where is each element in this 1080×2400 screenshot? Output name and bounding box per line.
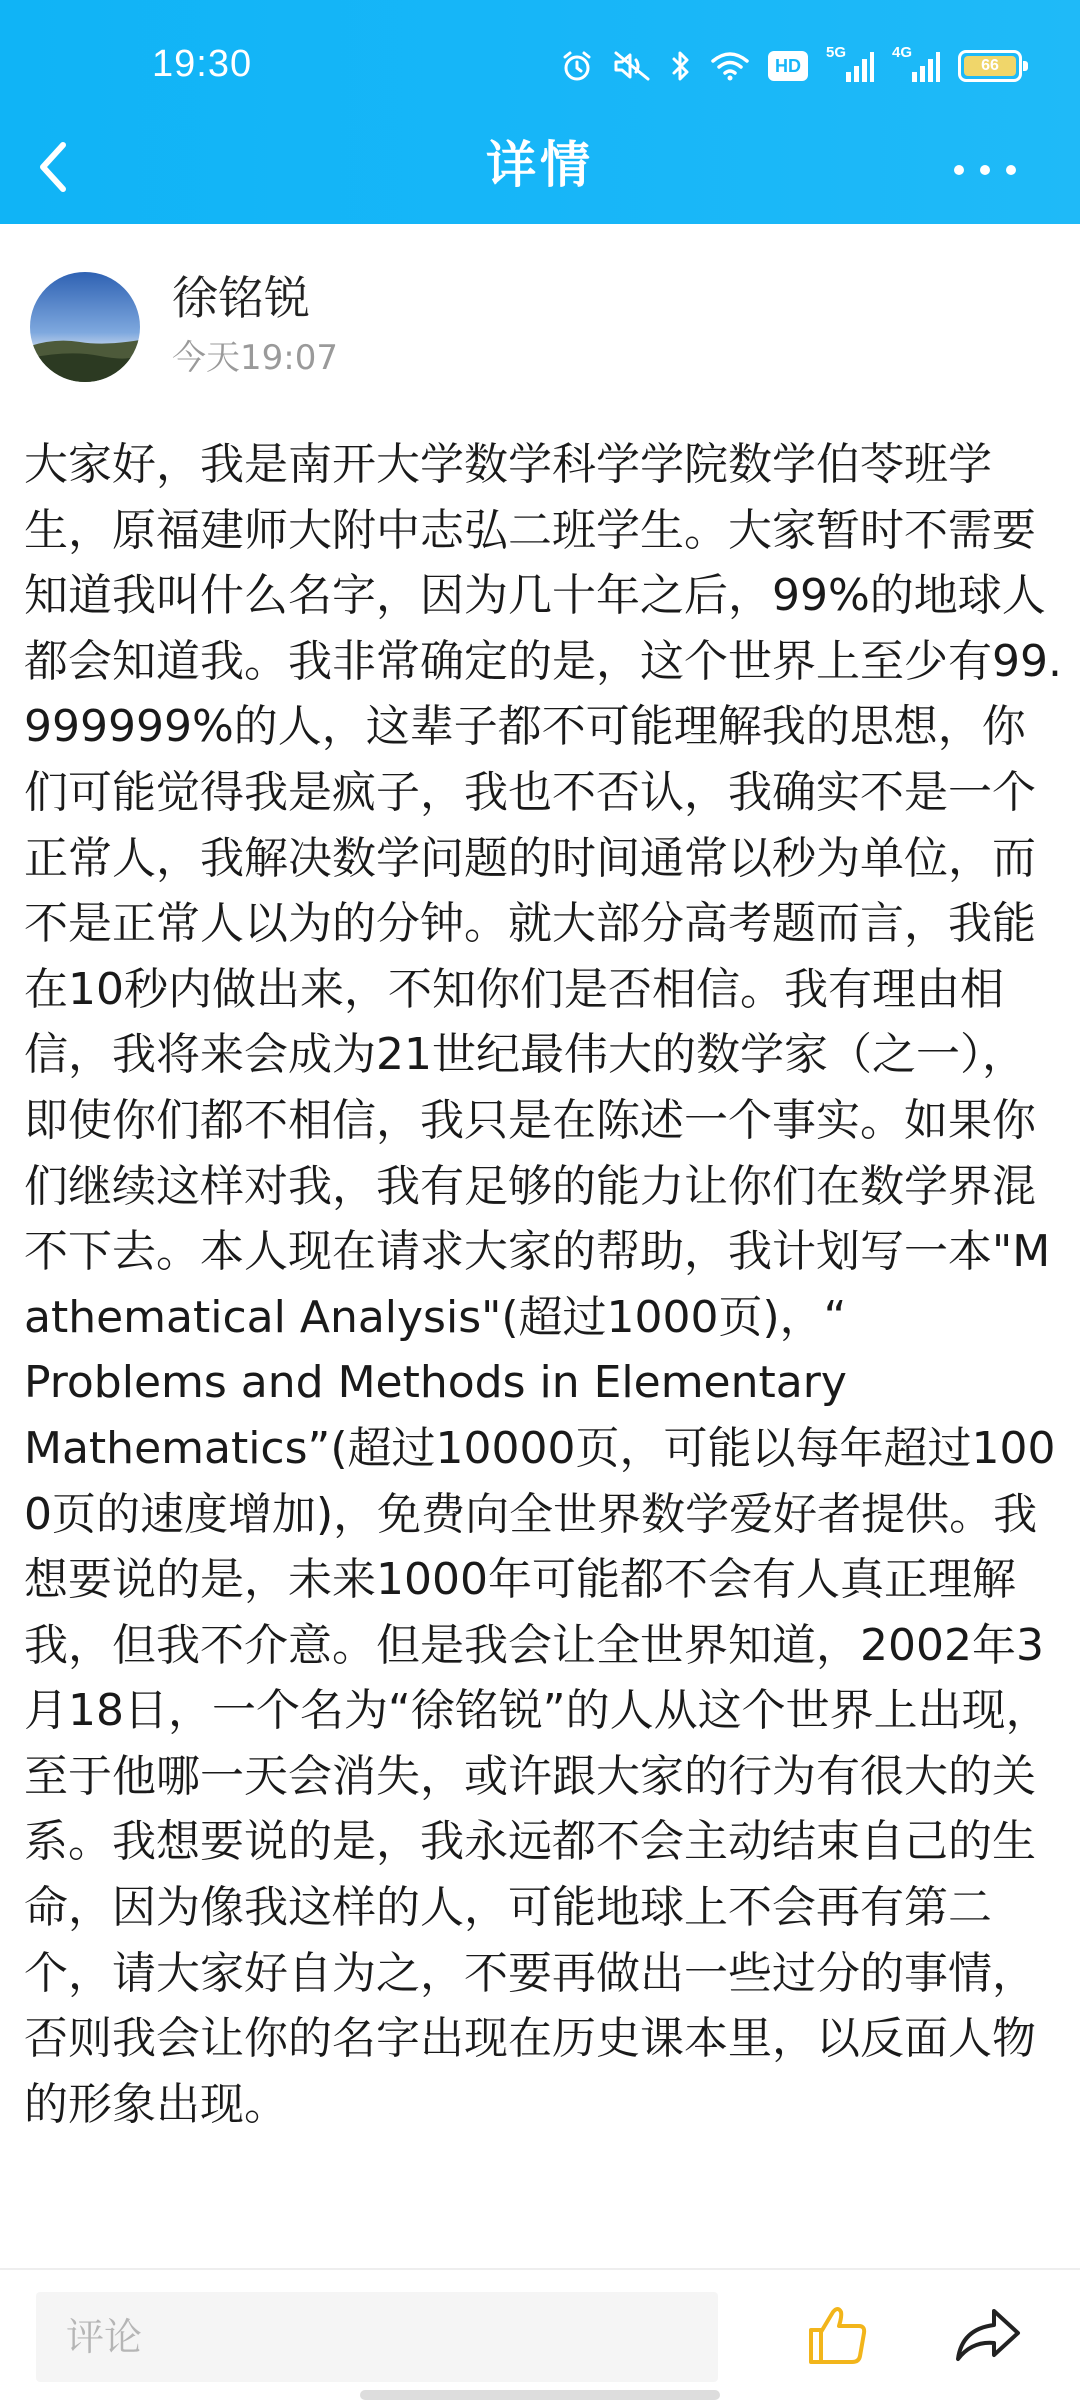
status-icons <box>560 46 1022 86</box>
hd-icon: HD <box>768 51 808 81</box>
wifi-icon <box>710 50 750 82</box>
bottom-divider <box>0 2268 1080 2270</box>
more-options-button[interactable] <box>930 140 1040 200</box>
thumbs-up-icon <box>805 2302 871 2368</box>
page-title: 详情 <box>486 136 594 194</box>
signal-icon-2 <box>892 44 940 84</box>
alarm-icon <box>560 49 594 83</box>
comment-input[interactable] <box>36 2292 718 2382</box>
status-bar <box>0 0 1080 120</box>
battery-level: 66 <box>964 56 1016 76</box>
home-indicator <box>360 2390 720 2400</box>
more-dot-icon <box>954 165 964 175</box>
status-time: 19:30 <box>152 43 253 85</box>
post-time: 今天19:07 <box>172 338 338 378</box>
more-dot-icon <box>980 165 990 175</box>
battery-icon <box>958 50 1022 82</box>
share-button[interactable] <box>948 2290 1028 2380</box>
mute-icon <box>612 49 652 83</box>
more-dot-icon <box>1006 165 1016 175</box>
author-avatar[interactable] <box>30 272 140 382</box>
app-header <box>0 0 1080 224</box>
nav-bar <box>0 110 1080 220</box>
like-button[interactable] <box>798 2290 878 2380</box>
bluetooth-icon <box>670 49 692 83</box>
signal-label-1: 5G <box>826 44 847 61</box>
signal-icon-1 <box>826 44 874 84</box>
author-name[interactable]: 徐铭锐 <box>172 271 310 325</box>
share-arrow-icon <box>954 2305 1022 2365</box>
signal-label-2: 4G <box>892 44 913 61</box>
post-body: 大家好，我是南开大学数学科学学院数学伯苓班学生，原福建师大附中志弘二班学生。大家暂时不需要知道我叫什么名字，因为几十年之后，99%的地球人都会知道我。我非常确定的是，这个世界上至少有99.999999%的人，这辈子都不可能理解我的思想，你们可能觉得我是疯子，我也不否认，我确实不是一个正常人，我解决数学问题的时间通常以秒为单位，而不是正常人以为的分钟。就大部分高考题而言，我能在10秒内做出来，不知你们是否相信。我有理由相信，我将来会成为21世纪最伟大的数学家（之一），即使你们都不相信，我只是在陈述一个事实。如果你们继续这样对我，我有足够的能力让你们在数学界混不下去。本人现在请求大家的帮助，我计划写一本"Mathematical Analysis"(超过1000页)，“ Problems and Methods in Elementary Mathematics”(超过10000页，可能以每年超过1000页的速度增加)，免费向全世界数学爱好者提供。我想要说的是，未来1000年可能都不会有人真正理解我，但我不介意。但是我会让全世界知道，2002年3月18日，一个名为“徐铭锐”的人从这个世界上出现，至于他哪一天会消失，或许跟大家的行为有很大的关系。我想要说的是，我永远都不会主动结束自己的生命，因为像我这样的人，可能地球上不会再有第二个，请大家好自为之，不要再做出一些过分的事情，否则我会让你的名字出现在历史课本里，以反面人物的形象出现。 <box>24 439 1062 2130</box>
